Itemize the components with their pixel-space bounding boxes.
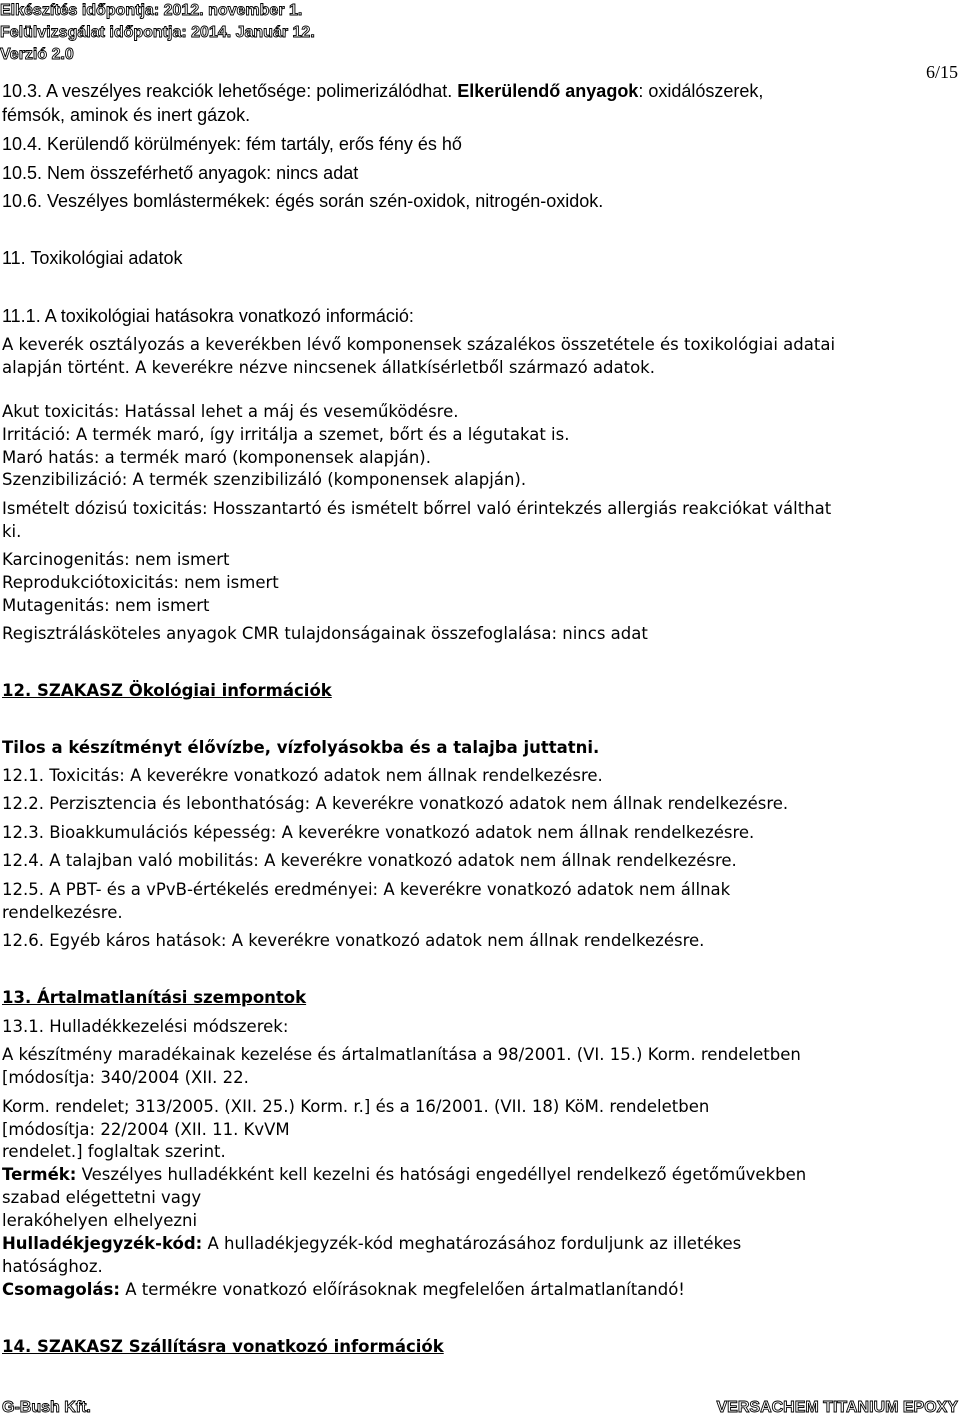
line-12-2: 12.2. Perzisztencia és lebonthatóság: A keverékre vonatkozó adatok nem állnak rendelkezésre. <box>2 794 789 813</box>
waste-code-cont: hatósághoz. <box>2 1257 103 1276</box>
section-12-title: 12. SZAKASZ Ökológiai információk <box>2 681 332 700</box>
page-number: 6/15 <box>925 62 958 82</box>
line-10-3-cont: fémsók, aminok és inert gázok. <box>2 105 251 125</box>
footer-product: VERSACHEM TITANIUM EPOXY <box>716 1399 958 1416</box>
packaging: Csomagolás: A termékre vonatkozó előírásoknak megfelelően ártalmatlanítandó! <box>2 1280 685 1299</box>
line-12-4: 12.4. A talajban való mobilitás: A keverékre vonatkozó adatok nem állnak rendelkezésre. <box>2 851 737 870</box>
packaging-label: Csomagolás: <box>2 1280 120 1299</box>
disposal-text-4: [módosítja: 22/2004 (XII. 11. KvVM <box>2 1120 290 1139</box>
waste-code-label: Hulladékjegyzék-kód: <box>2 1234 203 1253</box>
corrosivity: Maró hatás: a termék maró (komponensek alapján). <box>2 448 431 467</box>
avoid-materials-label: Elkerülendő anyagok <box>457 81 639 101</box>
product-disposal-cont-2: lerakóhelyen elhelyezni <box>2 1211 198 1230</box>
disposal-text-5: rendelet.] foglaltak szerint. <box>2 1142 226 1161</box>
line-12-3: 12.3. Bioakkumulációs képesség: A keverékre vonatkozó adatok nem állnak rendelkezésre. <box>2 823 755 842</box>
line-10-3: 10.3. A veszélyes reakciók lehetősége: polimerizálódhat. Elkerülendő anyagok: oxidálószerek, <box>2 81 764 101</box>
line-12-6: 12.6. Egyéb káros hatások: A keverékre vonatkozó adatok nem állnak rendelkezésre. <box>2 931 705 950</box>
section-13-title: 13. Ártalmatlanítási szempontok <box>2 988 307 1007</box>
sensitization: Szenzibilizáció: A termék szenzibilizáló (komponensek alapján). <box>2 470 527 489</box>
disposal-text-1: A készítmény maradékainak kezelése és ártalmatlanítása a 98/2001. (VI. 15.) Korm. rendeletben <box>2 1045 801 1064</box>
repeated-dose-toxicity-1: Ismételt dózisú toxicitás: Hosszantartó és ismételt bőrrel való érintekzés allergiás reakciókat válthat <box>2 499 832 518</box>
line-12-5-cont: rendelkezésre. <box>2 903 123 922</box>
line-12-5: 12.5. A PBT- és a vPvB-értékelés eredményei: A keverékre vonatkozó adatok nem állnak <box>2 880 731 899</box>
waste-code: Hulladékjegyzék-kód: A hulladékjegyzék-kód meghatározásához forduljunk az illetékes <box>2 1234 742 1253</box>
line-13-1: 13.1. Hulladékkezelési módszerek: <box>2 1017 289 1036</box>
cmr-summary: Regisztrálásköteles anyagok CMR tulajdonságainak összefoglalása: nincs adat <box>2 624 648 643</box>
disposal-text-2: [módosítja: 340/2004 (XII. 22. <box>2 1068 249 1087</box>
product-label: Termék: <box>2 1165 77 1184</box>
line-12-1: 12.1. Toxicitás: A keverékre vonatkozó adatok nem állnak rendelkezésre. <box>2 766 603 785</box>
product-disposal-cont-1: szabad elégettetni vagy <box>2 1188 202 1207</box>
line-10-4: 10.4. Kerülendő körülmények: fém tartály, erős fény és hő <box>2 134 462 154</box>
mutagenicity: Mutagenitás: nem ismert <box>2 596 210 615</box>
section-14-title: 14. SZAKASZ Szállításra vonatkozó információk <box>2 1337 444 1356</box>
product-disposal: Termék: Veszélyes hulladékként kell kezelni és hatósági engedéllyel rendelkező égetőművekben <box>2 1165 807 1184</box>
irritation: Irritáció: A termék maró, így irritálja a szemet, bőrt és a légutakat is. <box>2 425 570 444</box>
header-version: Verzió 2.0 <box>0 46 74 63</box>
reproductive-toxicity: Reprodukciótoxicitás: nem ismert <box>2 573 279 592</box>
classification-text-1: A keverék osztályozás a keverékben lévő komponensek százalékos összetétele és toxikológiai adatai <box>2 335 836 354</box>
line-10-5: 10.5. Nem összeférhető anyagok: nincs adat <box>2 163 359 183</box>
line-10-6: 10.6. Veszélyes bomlástermékek: égés során szén-oxidok, nitrogén-oxidok. <box>2 191 604 211</box>
classification-text-2: alapján történt. A keverékre nézve nincsenek állatkísérletből származó adatok. <box>2 358 655 377</box>
acute-toxicity: Akut toxicitás: Hatással lehet a máj és veseműködésre. <box>2 402 459 421</box>
footer-company: G-Bush Kft. <box>2 1399 91 1416</box>
repeated-dose-toxicity-2: ki. <box>2 522 22 541</box>
header-revised-date: Felülvizsgálat időpontja: 2014. Január 12. <box>0 24 315 41</box>
document-header <box>0 0 315 66</box>
header-created-date: Elkészítés időpontja: 2012. november 1. <box>0 2 303 19</box>
section-11-title: 11. Toxikológiai adatok <box>2 248 183 268</box>
disposal-text-3: Korm. rendelet; 313/2005. (XII. 25.) Korm. r.] és a 16/2001. (VII. 18) KöM. rendeletben <box>2 1097 710 1116</box>
ecology-warning: Tilos a készítményt élővízbe, vízfolyásokba és a talajba juttatni. <box>2 738 600 757</box>
line-11-1: 11.1. A toxikológiai hatásokra vonatkozó információ: <box>2 306 414 326</box>
carcinogenicity: Karcinogenitás: nem ismert <box>2 550 230 569</box>
